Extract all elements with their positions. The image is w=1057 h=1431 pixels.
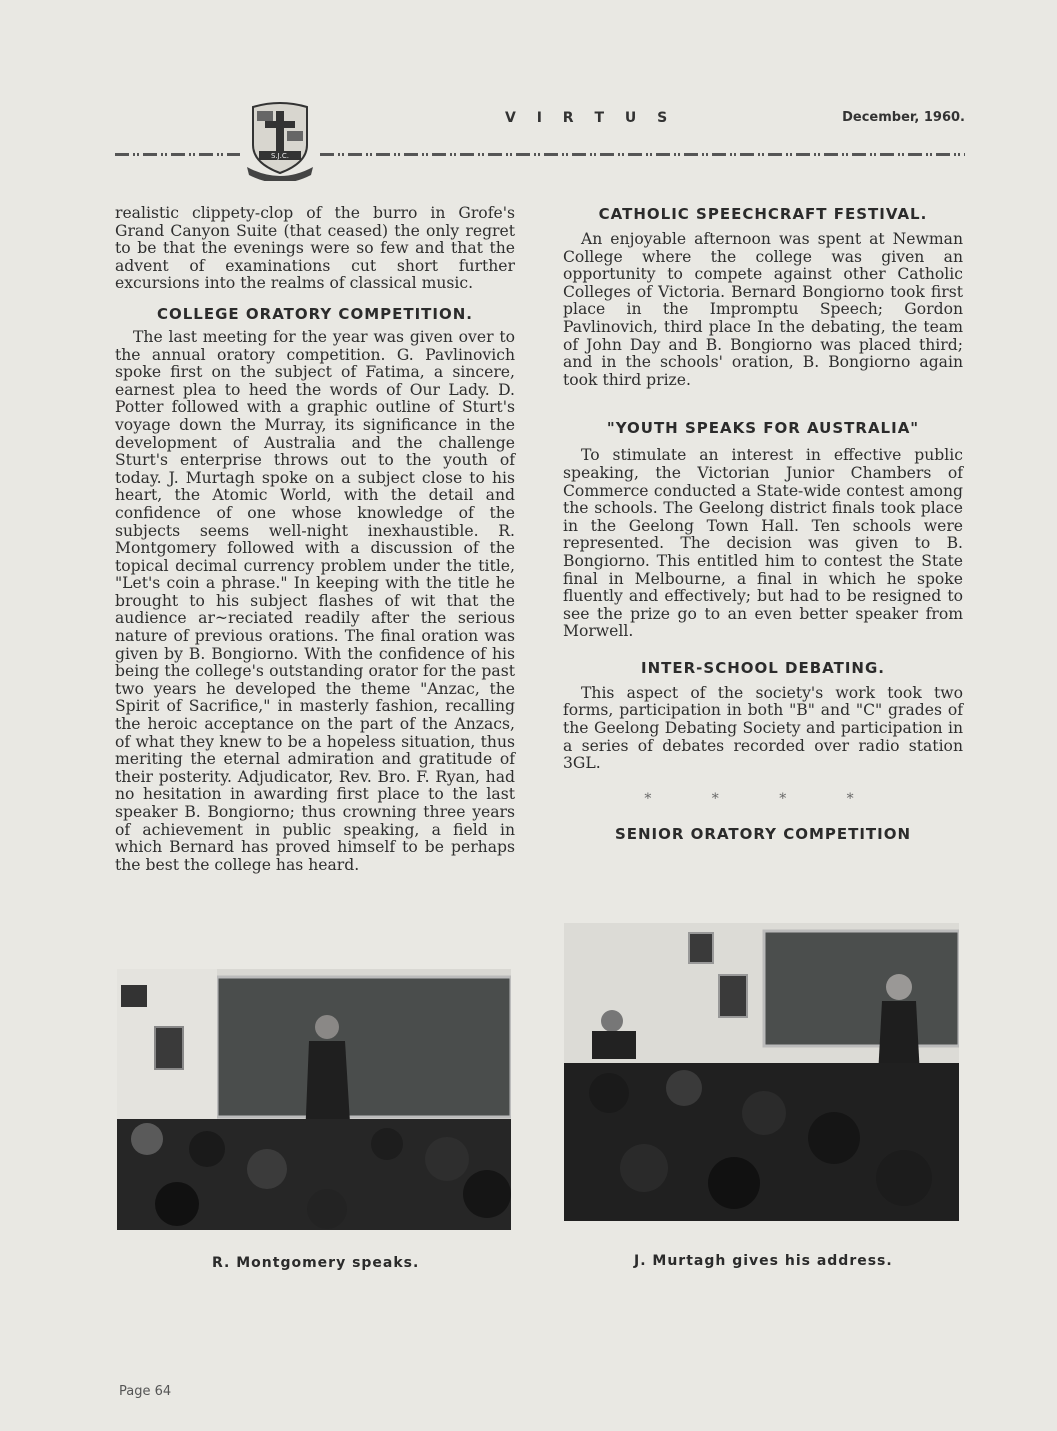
header-rule-right xyxy=(320,153,965,156)
page-header xyxy=(115,96,965,186)
festival-heading: CATHOLIC SPEECHCRAFT FESTIVAL. xyxy=(598,205,928,223)
issue-date: December, 1960. xyxy=(842,110,965,125)
youth-paragraph: To stimulate an interest in effective public speaking, the Victorian Junior Chambers of Commerce conducted a State-wide contest among the schools. The Geelong district finals took place in the Geelong Town Hall. Ten schools were represented. The decision was given to B. Bongiorno. This entitled him to contest the State final in Melbourne, a final in which he spoke fluently and effectively; but had to be resigned to see the prize go to an even better speaker from Morwell. xyxy=(563,446,963,641)
debating-paragraph: This aspect of the society's work took two forms, participation in both "B" and "C" grades of the Geelong Debating Society and participation in a series of debates recorded over radio station 3GL. xyxy=(563,683,963,773)
right-column xyxy=(563,205,963,843)
header-rule-left xyxy=(115,153,240,156)
senior-oratory-heading: SENIOR ORATORY COMPETITION xyxy=(614,824,912,843)
page-number: Page 64 xyxy=(119,1384,172,1399)
oratory-heading: COLLEGE ORATORY COMPETITION. xyxy=(156,304,473,323)
left-column xyxy=(115,205,515,874)
intro-paragraph: realistic clippety-clop of the burro in Grofe's Grand Canyon Suite (that ceased) the only regret to be that the evenings were so few and that the advent of examinations cut short further excursions into the realms of classical music. xyxy=(115,204,515,293)
college-crest-icon xyxy=(245,101,315,181)
festival-paragraph: An enjoyable afternoon was spent at Newman College where the college was given an opportunity to compete against other Catholic Colleges of Victoria. Bernard Bongiorno took first place in the Impromptu Speech; Gordon Pavlinovich, third place In the debating, the team of John Day and B. Bongiorno was placed third; and in the schools' oration, B. Bongiorno again took third prize. xyxy=(563,230,963,389)
youth-heading: "YOUTH SPEAKS FOR AUSTRALIA" xyxy=(606,419,920,438)
photo-murtagh xyxy=(564,923,959,1221)
debating-heading: INTER-SCHOOL DEBATING. xyxy=(641,658,885,677)
svg-text:S.J.C.: S.J.C. xyxy=(270,152,290,160)
right-photo-caption: J. Murtagh gives his address. xyxy=(634,1253,893,1269)
section-separator: * * * * xyxy=(644,790,882,807)
running-title: V I R T U S xyxy=(505,110,676,126)
photo-montgomery xyxy=(117,969,511,1230)
left-photo-caption: R. Montgomery speaks. xyxy=(212,1255,420,1271)
oratory-paragraph: The last meeting for the year was given over to the annual oratory competition. G. Pavlinovich spoke first on the subject of Fatima, a sincere, earnest plea to heed the words of Our Lady. D. Potter followed with a graphic outline of Sturt's voyage down the Murray, its significance in the development of Australia and the challenge Sturt's enterprise throws out to the youth of today. J. Murtagh spoke on a subject close to his heart, the Atomic World, with the detail and confidence of one whose knowledge of the subjects seems well-night inexhaustible. R. Montgomery followed with a discussion of the topical decimal currency problem under the title, "Let's coin a phrase." In keeping with the title he brought to his subject flashes of wit that the audience ar~reciated readily after the serious nature of previous orations. The final oration was given by B. Bongiorno. With the confidence of his being the college's outstanding orator for the past two years he developed the theme "Anzac, the Spirit of Sacrifice," in masterly fashion, recalling the heroic acceptance on the part of the Anzacs, of what they knew to be a hopeless situation, thus meriting the eternal admiration and gratitude of their posterity. Adjudicator, Rev. Bro. F. Ryan, had no hesitation in awarding first place to the last speaker B. Bongiorno; thus crowning three years of achievement in public speaking, a field in which Bernard has proved himself to be perhaps the best the college has heard. xyxy=(115,327,515,874)
